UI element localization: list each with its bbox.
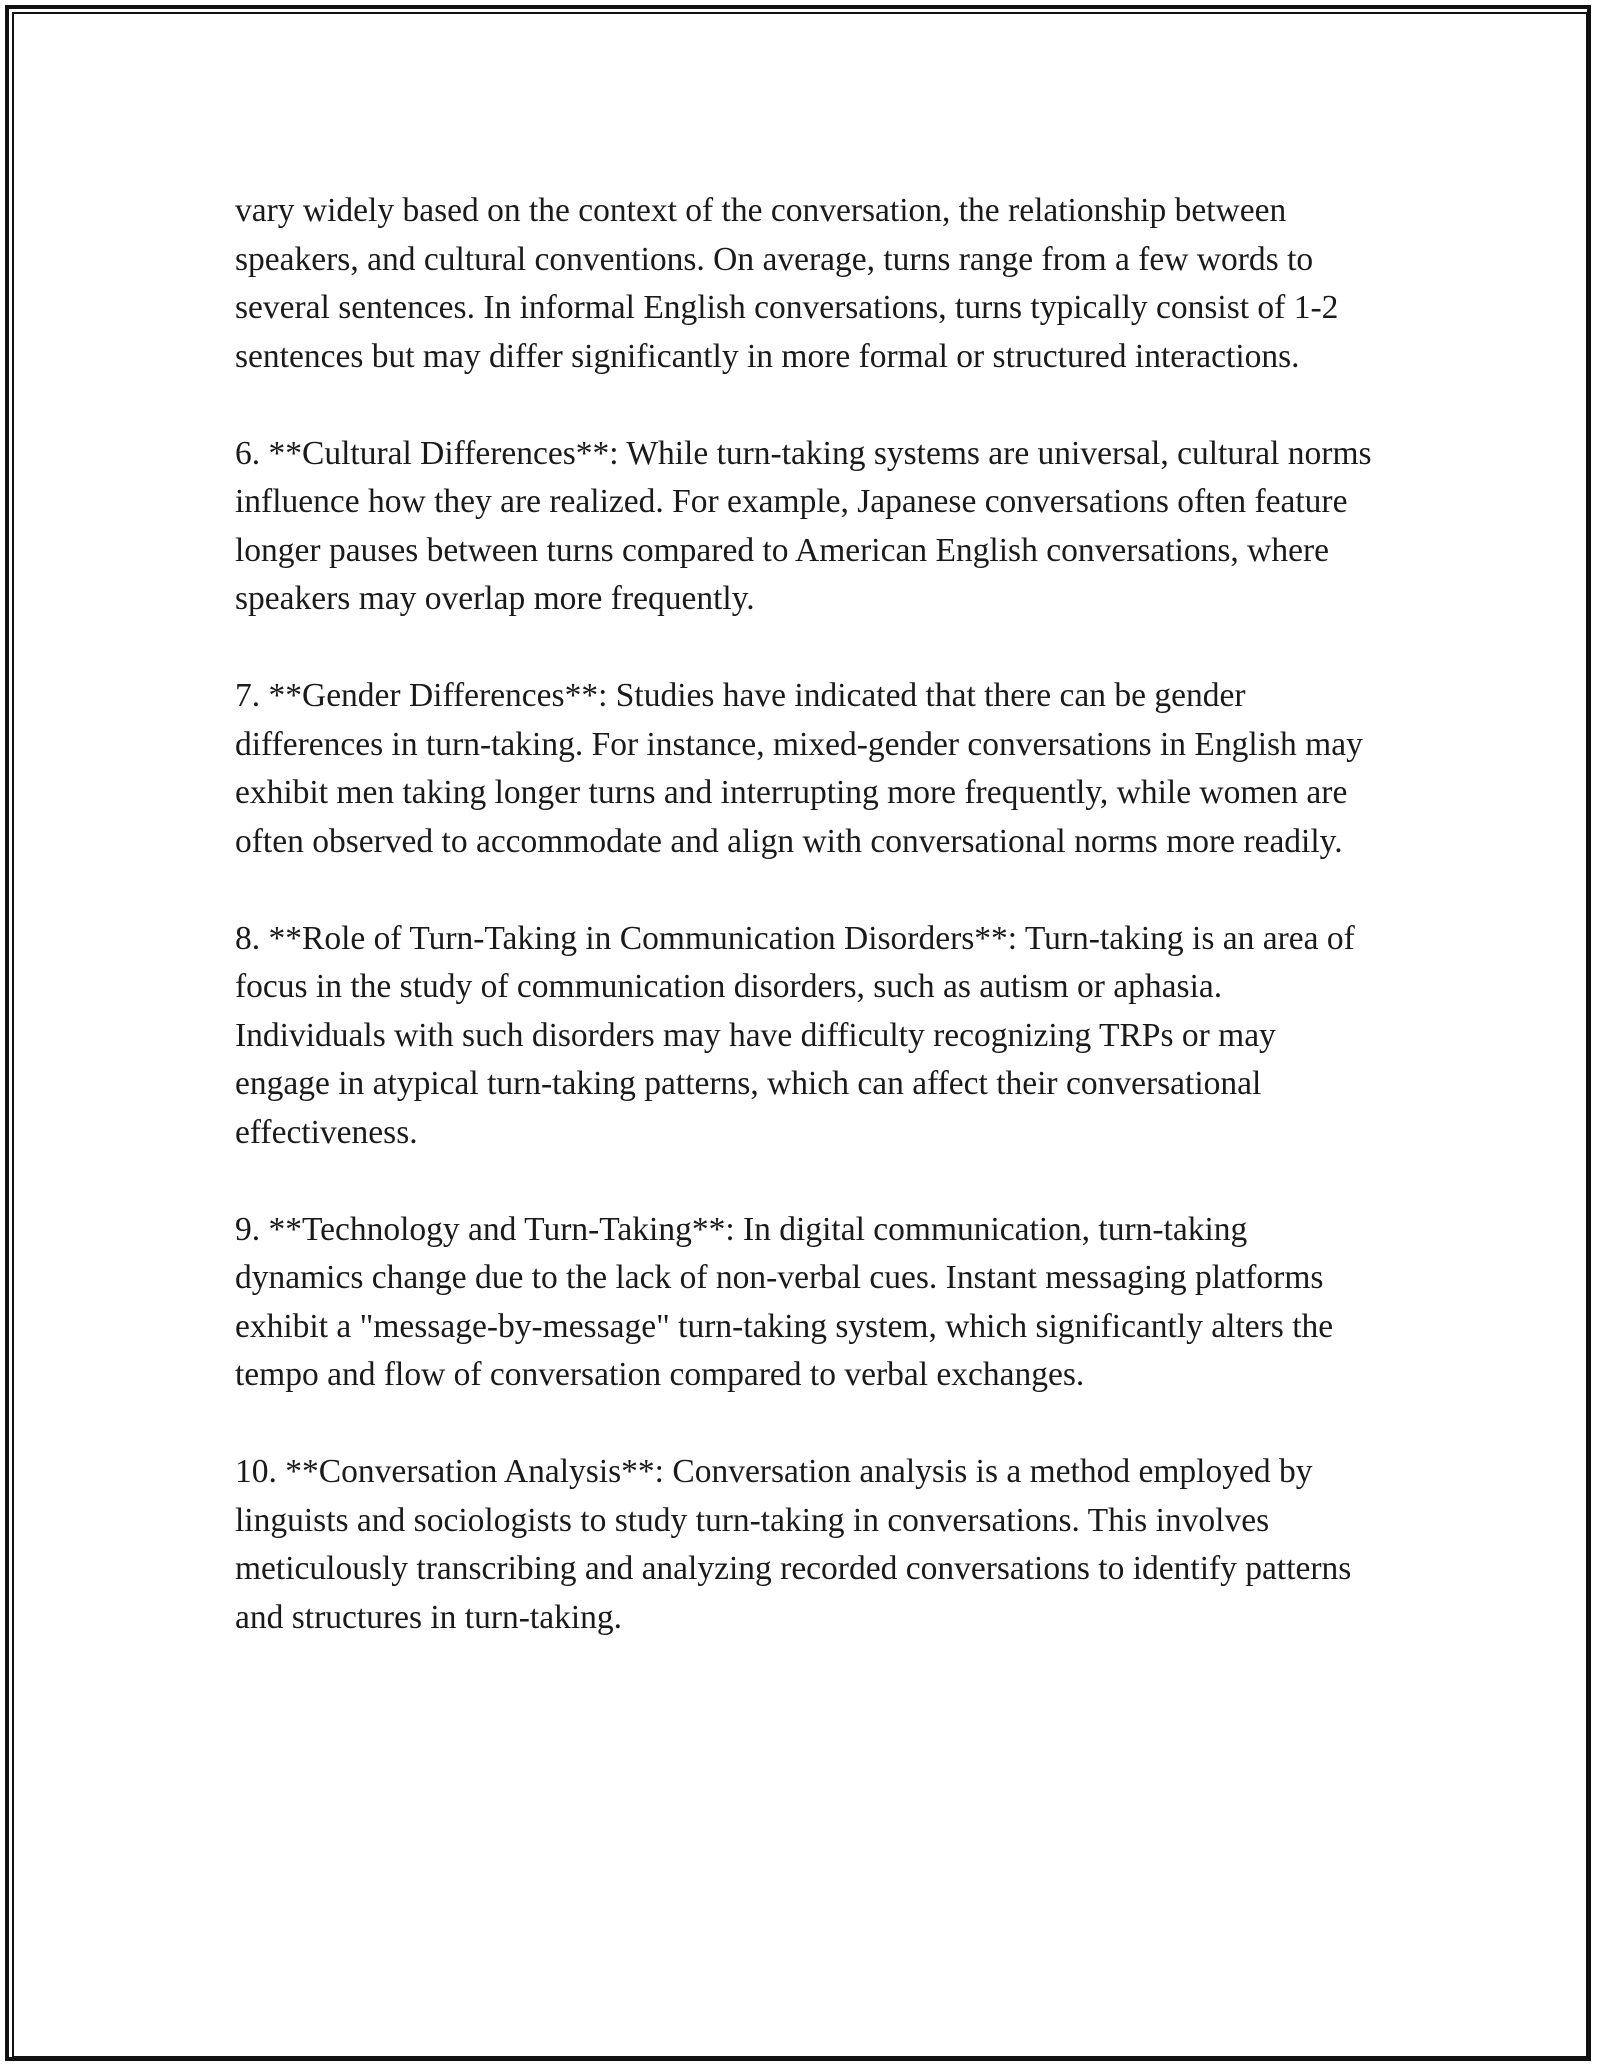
paragraph-conversation-analysis: 10. **Conversation Analysis**: Conversation analysis is a method employed by linguists and sociologists to study turn-taking in conversations. This involves meticulously transcribing and analyzing recorded conversations to identify patterns and structures in turn-taking.: [235, 1453, 1352, 1636]
paragraph-cultural-differences: 6. **Cultural Differences**: While turn-taking systems are universal, cultural norms influence how they are realized. For example, Japanese conversations often feature longer pauses between turns compared to American English conversations, where speakers may overlap more frequently.: [235, 434, 1372, 617]
paragraph-gender-differences: 7. **Gender Differences**: Studies have indicated that there can be gender differences in turn-taking. For instance, mixed-gender conversations in English may exhibit men taking longer turns and interrupting more frequently, while women are often observed to accommodate and align with conversational norms more readily.: [235, 677, 1363, 860]
paragraph-continuation: vary widely based on the context of the conversation, the relationship between speakers, and cultural conventions. On average, turns range from a few words to several sentences. In informal English conversations, turns typically consist of 1-2 sentences but may differ significantly in more formal or structured interactions.: [235, 192, 1339, 375]
document-body: [235, 187, 1375, 1642]
paragraph-technology: 9. **Technology and Turn-Taking**: In digital communication, turn-taking dynamics change due to the lack of non-verbal cues. Instant messaging platforms exhibit a "message-by-message" turn-taking system, which significantly alters the tempo and flow of conversation compared to verbal exchanges.: [235, 1210, 1334, 1393]
paragraph-communication-disorders: 8. **Role of Turn-Taking in Communication Disorders**: Turn-taking is an area of focus in the study of communication disorders, such as autism or aphasia. Individuals with such disorders may have difficulty recognizing TRPs or may engage in atypical turn-taking patterns, which can affect their conversational effectiveness.: [235, 919, 1355, 1151]
